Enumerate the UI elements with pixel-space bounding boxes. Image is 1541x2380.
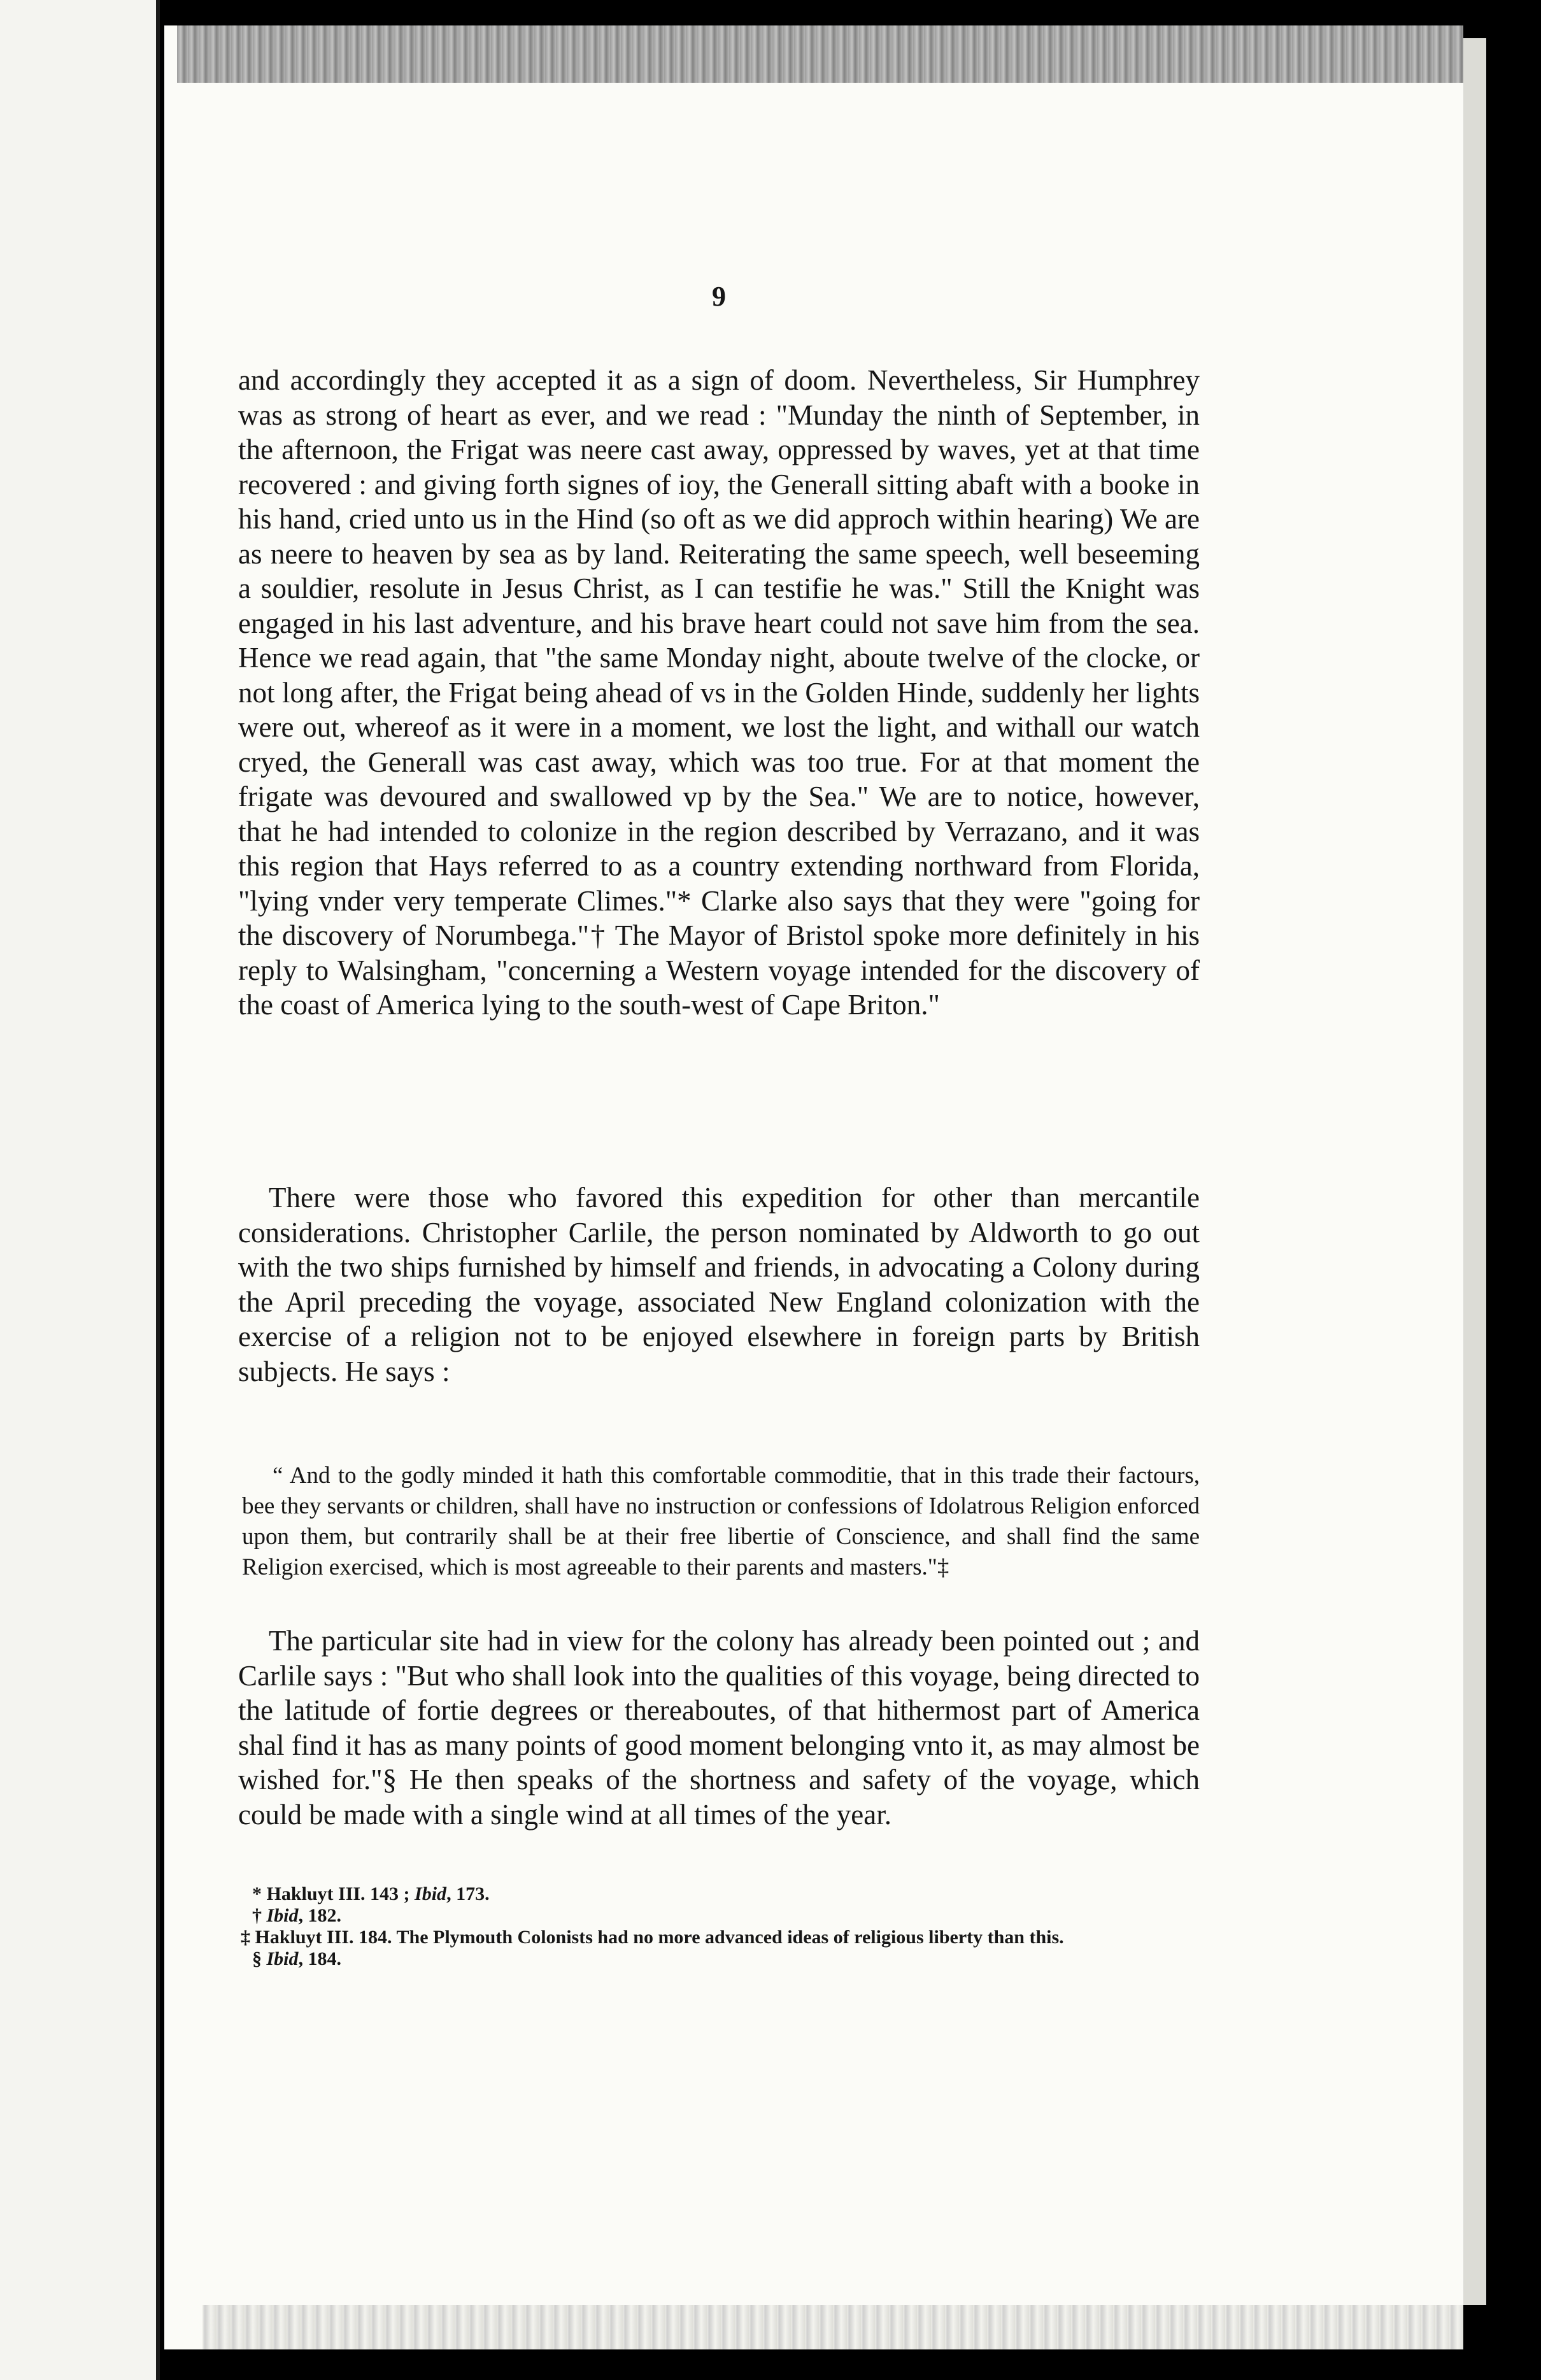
- footnote-3-mark: ‡: [241, 1927, 250, 1948]
- book-page: [164, 25, 1463, 2349]
- footnote-3: ‡ Hakluyt III. 184. The Plymouth Colonists had no more advanced ideas of religious liberty than this.: [241, 1927, 1064, 1948]
- paragraph-2: There were those who favored this expedition for other than mercantile considerations. Christopher Carlile, the person nominated by Aldworth to go out with the two ships furnished by himself and friends, in advocating a Colony during the April preceding the voyage, associated New England colonization with the exercise of a religion not to be enjoyed elsewhere in foreign parts by British subjects. He says :: [238, 1182, 1200, 1387]
- facing-page-left: [0, 0, 160, 2380]
- scan-bottom-edge: [202, 2305, 1463, 2349]
- footnote-4-mark: §: [252, 1948, 262, 1969]
- page-number: 9: [712, 281, 726, 312]
- block-quote: “ And to the godly minded it hath this comfortable commoditie, that in this trade their factours, bee they servants or children, shall have no instruction or confessions of Idolatrous Religion enforced upon them, but contrarily shall be at their free libertie of Conscience, and shall find the same Religion exercised, which is most agreeable to their parents and masters."‡: [242, 1463, 1200, 1580]
- scan-top-edge: [177, 25, 1463, 83]
- paragraph-1: and accordingly they accepted it as a sign of doom. Nevertheless, Sir Humphrey was as strong of heart as ever, and we read : "Munday the ninth of September, in the afternoon, the Frigat was neere cast away, oppressed by waves, yet at that time recovered : and giving forth signes of ioy, the Generall sitting abaft with a booke in his hand, cried unto us in the Hind (so oft as we did approch within hearing) We are as neere to heaven by sea as by land. Reiterating the same speech, well beseeming a souldier, resolute in Jesus Christ, as I can testifie he was." Still the Knight was engaged in his last adventure, and his brave heart could not save him from the sea. Hence we read again, that "the same Monday night, aboute twelve of the clocke, or not long after, the Frigat being ahead of vs in the Golden Hinde, suddenly her lights were out, whereof as it were in a moment, we lost the light, and withall our watch cryed, the Generall was cast away, which was too true. For at that moment the frigate was devoured and swallowed vp by the Sea." We are to notice, however, that he had intended to colonize in the region described by Verrazano, and it was this region that Hays referred to as a country extending northward from Florida, "lying vnder very temperate Climes."* Clarke also says that they were "going for the discovery of Norumbega."† The Mayor of Bristol spoke more definitely in his reply to Walsingham, "concerning a Western voyage intended for the discovery of the coast of America lying to the south-west of Cape Briton.": [238, 364, 1200, 1021]
- footnote-2: † Ibid, 182.: [252, 1905, 342, 1926]
- footnote-1: * Hakluyt III. 143 ; Ibid, 173.: [252, 1883, 490, 1904]
- footnotes: [241, 1883, 1200, 1970]
- paragraph-3: The particular site had in view for the colony has already been pointed out ; and Carlile says : "But who shall look into the qualities of this voyage, being directed to the latitude of fortie degrees or thereaboutes, of that hithermost part of America shal find it has as many points of good moment belonging vnto it, as may almost be wished for."§ He then speaks of the shortness and safety of the voyage, which could be made with a single wind at all times of the year.: [238, 1625, 1200, 1831]
- footnote-2-mark: †: [252, 1905, 262, 1926]
- footnote-1-mark: *: [252, 1883, 262, 1904]
- footnote-4: § Ibid, 184.: [252, 1948, 342, 1969]
